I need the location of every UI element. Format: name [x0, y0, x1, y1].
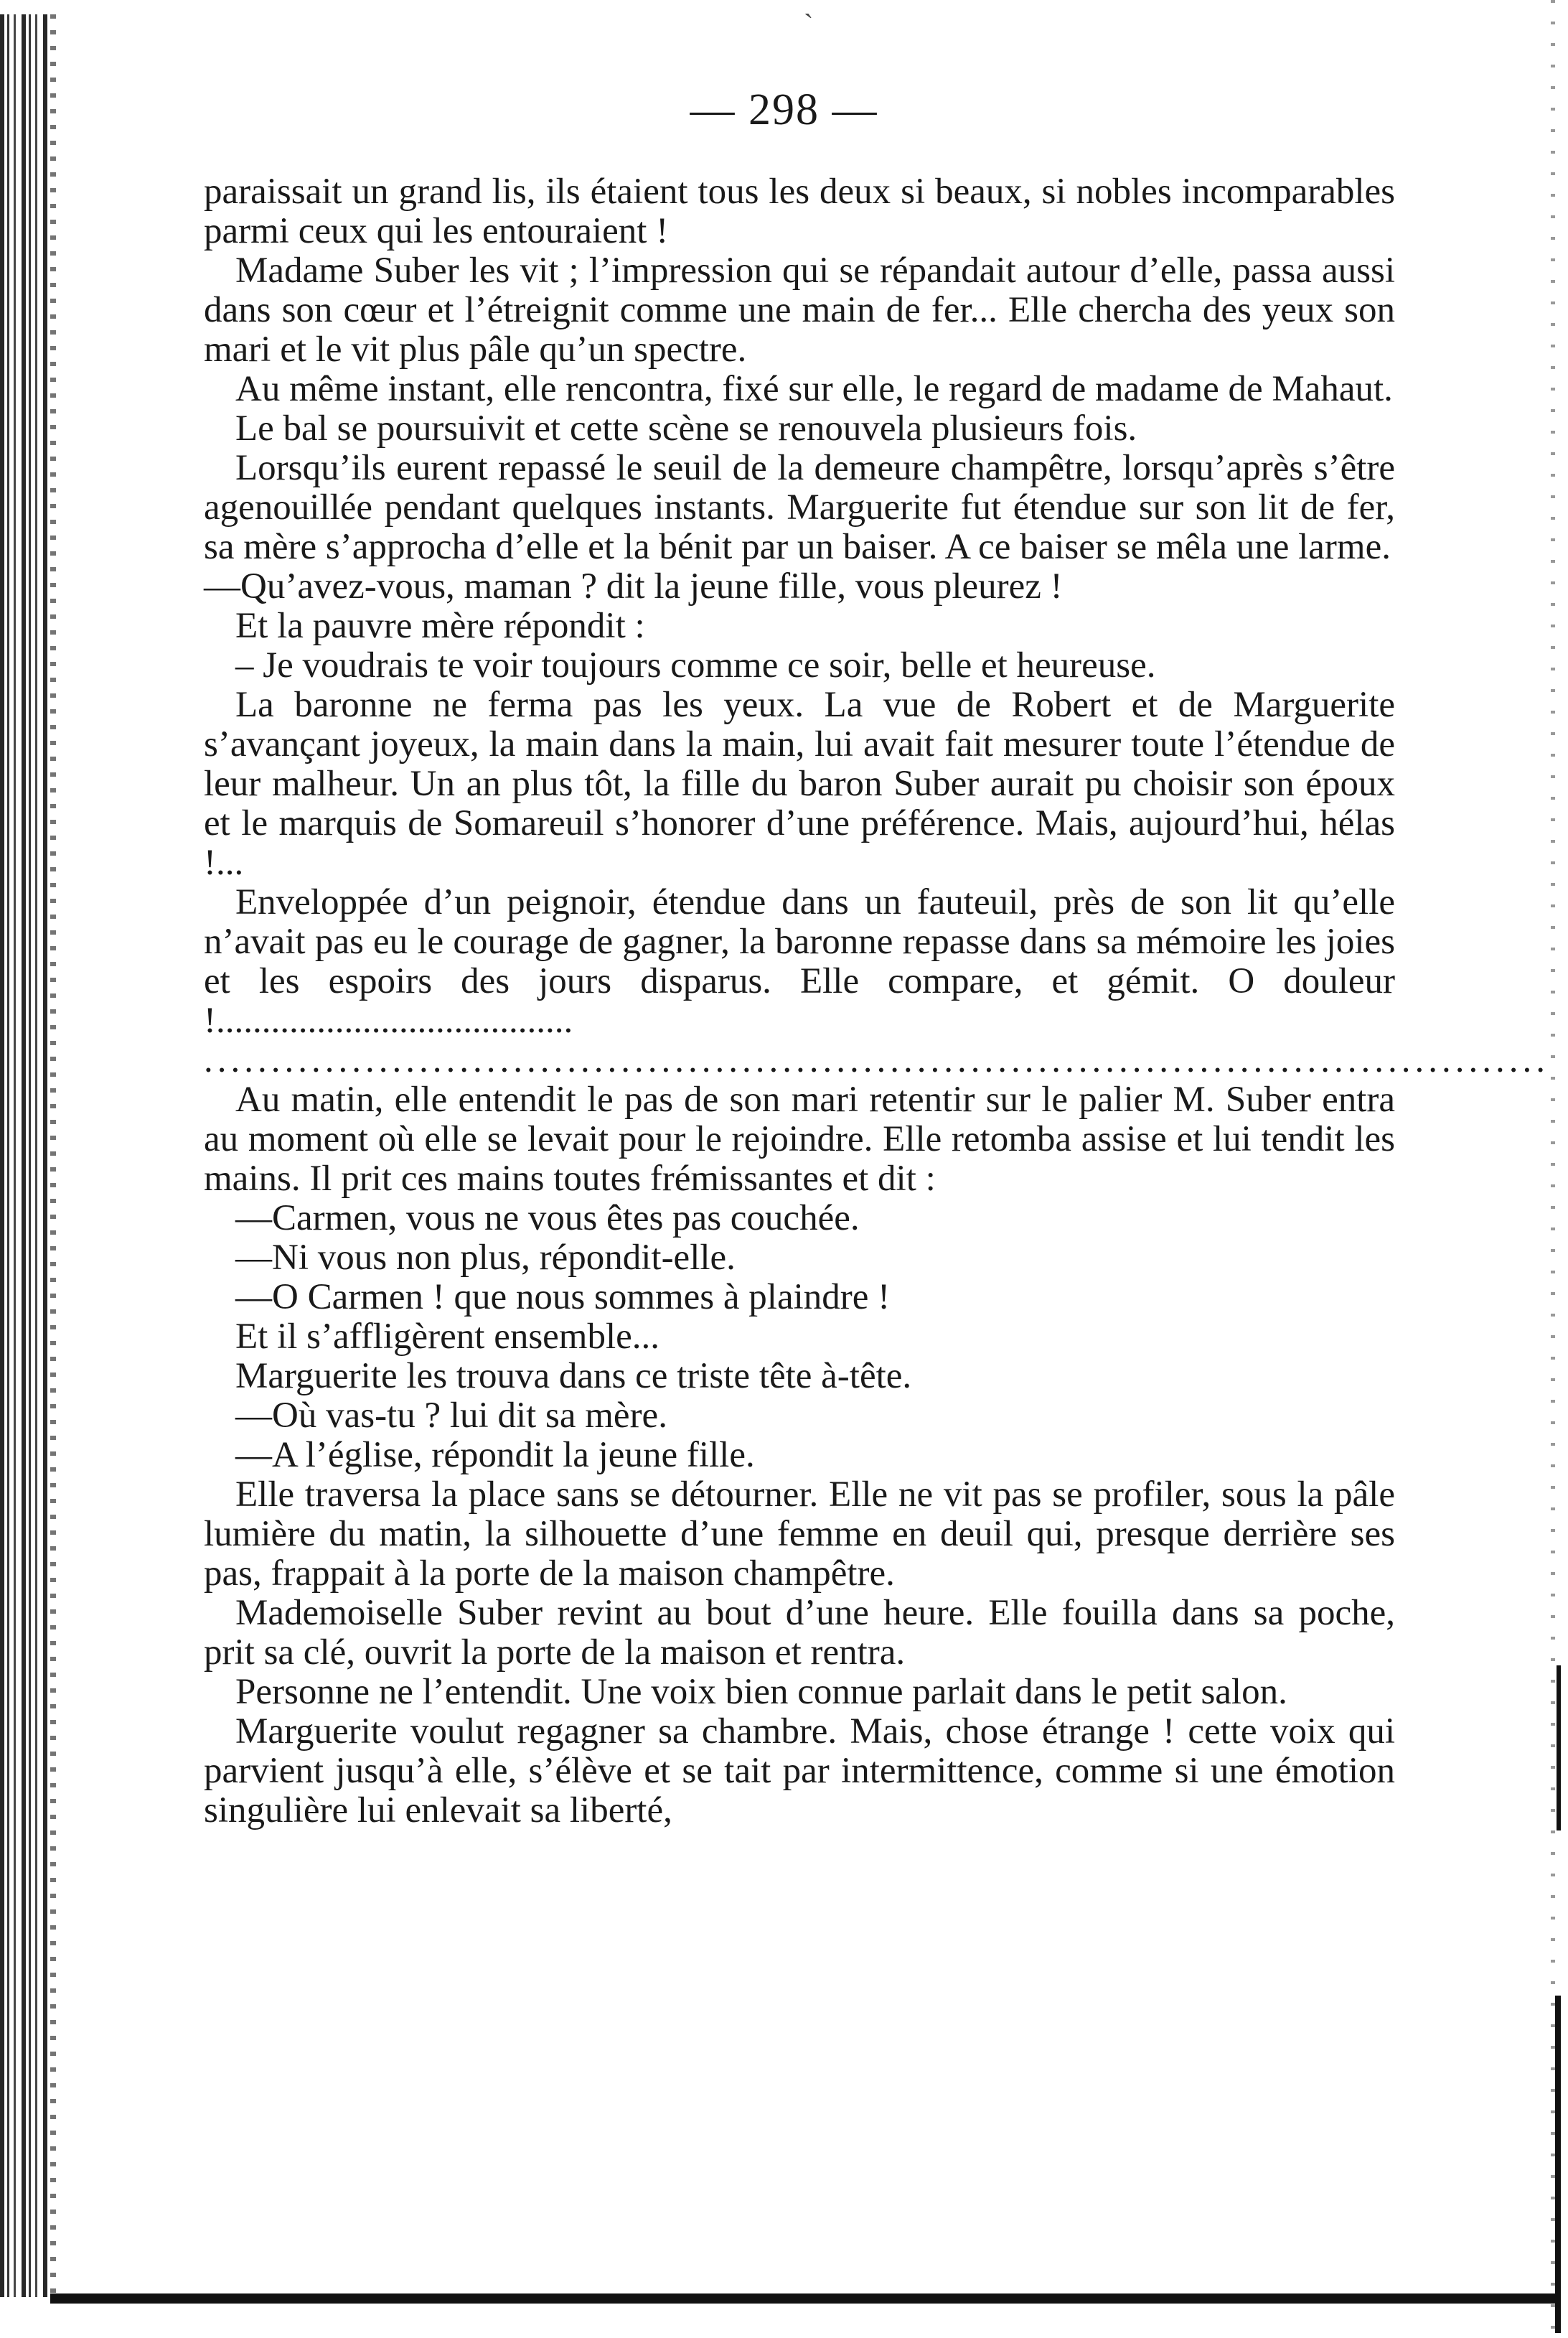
paragraph: Au matin, elle entendit le pas de son mari retentir sur le palier M. Suber entra au moment où elle se levait pour le rejoindre. Elle retomba assise et lui tendit les mains. Il prit ces mains toutes frémissantes et dit :	[204, 1080, 1395, 1199]
paragraph: —Où vas-tu ? lui dit sa mère.	[235, 1395, 667, 1436]
paragraph: —Qu’avez-vous, maman ? dit la jeune fille, vous pleurez !	[204, 566, 1063, 607]
paragraph: – Je voudrais te voir toujours comme ce soir, belle et heureuse.	[235, 645, 1156, 686]
paragraph: Lorsqu’ils eurent repassé le seuil de la demeure champêtre, lorsqu’après s’être agenouillée pendant quelques instants. Marguerite fut étendue sur son lit de fer, sa mère s’approcha d’elle et la bénit par un baiser. A ce baiser se mêla une larme.	[204, 448, 1395, 567]
page-edge-right	[1551, 0, 1555, 2338]
paragraph: Au même instant, elle rencontra, fixé sur elle, le regard de madame de Mahaut.	[235, 369, 1393, 409]
paragraph: —A l’église, répondit la jeune fille.	[235, 1435, 755, 1475]
scan-speck: `	[804, 8, 814, 40]
paragraph: Mademoiselle Suber revint au bout d’une heure. Elle fouilla dans sa poche, prit sa clé, ouvrit la porte de la maison et rentra.	[204, 1593, 1395, 1673]
paragraph: Le bal se poursuivit et cette scène se renouvela plusieurs fois.	[235, 408, 1137, 449]
section-break-dots: ....................................................................................................	[204, 1040, 1549, 1080]
page-number: — 298 —	[690, 85, 878, 134]
paragraph: Madame Suber les vit ; l’impression qui se répandait autour d’elle, passa aussi dans son cœur et l’étreignit comme une main de fer... Elle chercha des yeux son mari et le vit plus pâle qu’un spectre.	[204, 251, 1395, 370]
margin-mark	[1555, 1996, 1561, 2333]
paragraph: Enveloppée d’un peignoir, étendue dans un fauteuil, près de son lit qu’elle n’avait pas eu le courage de gagner, la baronne repasse dans sa mémoire les joies et les espoirs des jours disparus. Elle compare, et gémit. O douleur !.......................................	[204, 882, 1395, 1041]
paragraph: paraissait un grand lis, ils étaient tous les deux si beaux, si nobles incomparables parmi ceux qui les entouraient !	[204, 172, 1395, 251]
margin-mark	[1557, 1665, 1561, 1830]
body-text	[204, 172, 1549, 1830]
paragraph: —Carmen, vous ne vous êtes pas couchée.	[235, 1198, 860, 1238]
paragraph: Elle traversa la place sans se détourner. Elle ne vit pas se profiler, sous la pâle lumière du matin, la silhouette d’une femme en deuil qui, presque derrière ses pas, frappait à la porte de la maison champêtre.	[204, 1474, 1395, 1594]
paragraph: Personne ne l’entendit. Une voix bien connue parlait dans le petit salon.	[235, 1672, 1287, 1712]
paragraph: La baronne ne ferma pas les yeux. La vue de Robert et de Marguerite s’avançant joyeux, la main dans la main, lui avait fait mesurer toute l’étendue de leur malheur. Un an plus tôt, la fille du baron Suber aurait pu choisir son époux et le marquis de Somareuil s’honorer d’une préférence. Mais, aujourd’hui, hélas !...	[204, 685, 1395, 883]
paragraph: —O Carmen ! que nous sommes à plaindre !	[235, 1277, 891, 1317]
paragraph: —Ni vous non plus, répondit-elle.	[235, 1238, 736, 1278]
bottom-scan-border	[50, 2293, 1557, 2304]
paragraph: Marguerite voulut regagner sa chambre. Mais, chose étrange ! cette voix qui parvient jusqu’à elle, s’élève et se tait par intermittence, comme si une émotion singulière lui enlevait sa liberté,	[204, 1711, 1395, 1830]
paragraph: Et il s’affligèrent ensemble...	[235, 1317, 660, 1357]
binding-edge	[0, 14, 50, 2297]
paragraph: Marguerite les trouva dans ce triste tête à-tête.	[235, 1356, 912, 1396]
paragraph: Et la pauvre mère répondit :	[235, 606, 645, 646]
